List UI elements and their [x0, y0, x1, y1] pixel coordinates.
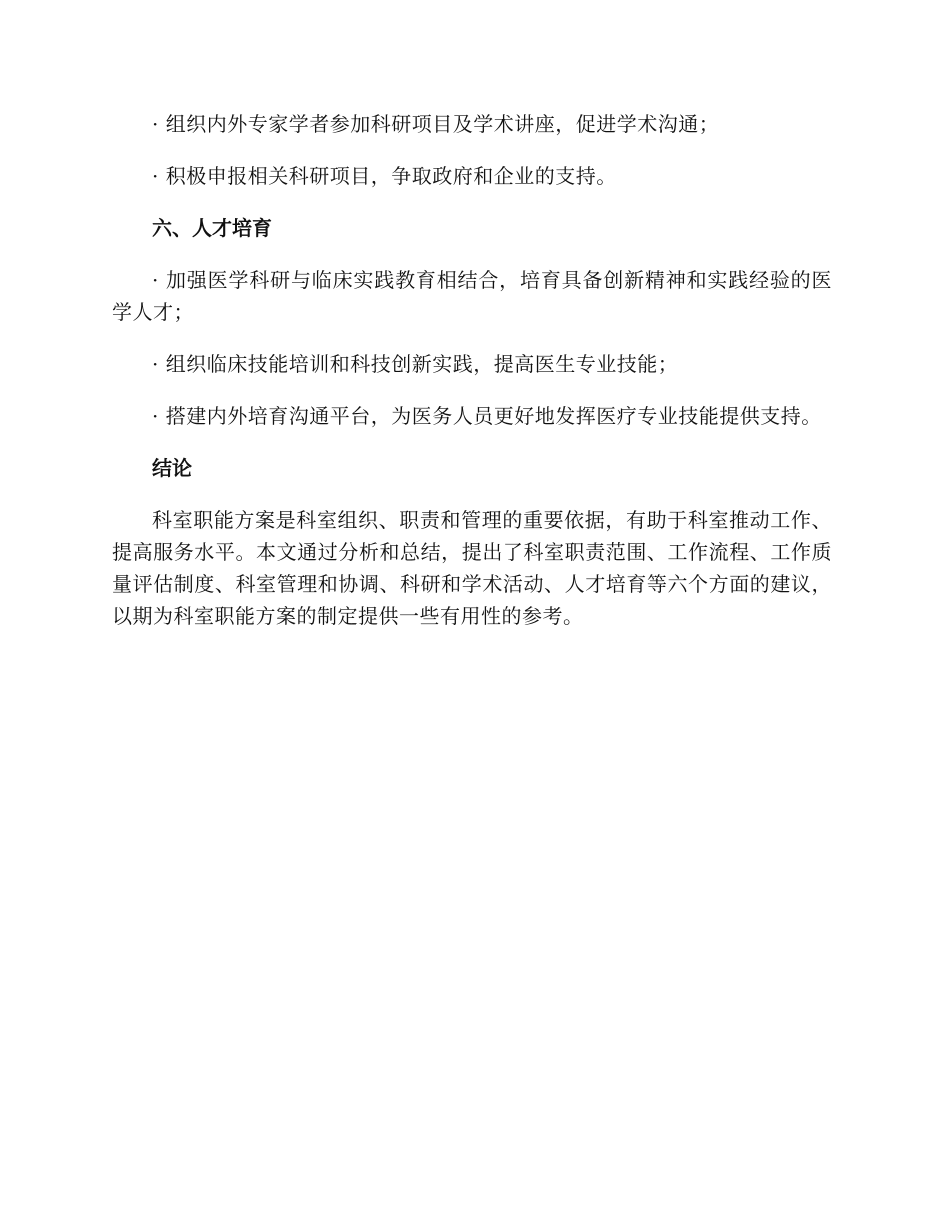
conclusion-paragraph: 科室职能方案是科室组织、职责和管理的重要依据，有助于科室推动工作、提高服务水平。本文通过分析和总结，提出了科室职责范围、工作流程、工作质量评估制度、科室管理和协调、科研和学术活动、人才培育等六个方面的建议，以期为科室职能方案的制定提供一些有用性的参考。 [112, 508, 832, 628]
bullet-medical-talent: · 加强医学科研与临床实践教育相结合，培育具备创新精神和实践经验的医学人才； [112, 268, 832, 324]
section-heading-conclusion: 结论 [152, 456, 192, 480]
bullet-research-applications: · 积极申报相关科研项目，争取政府和企业的支持。 [152, 164, 617, 188]
bullet-clinical-skills: · 组织临床技能培训和科技创新实践，提高医生专业技能； [152, 352, 679, 376]
bullet-academic-lectures: · 组织内外专家学者参加科研项目及学术讲座，促进学术沟通； [152, 112, 720, 136]
bullet-communication-platform: · 搭建内外培育沟通平台，为医务人员更好地发挥医疗专业技能提供支持。 [152, 404, 822, 428]
section-heading-talent-training: 六、人才培育 [152, 216, 272, 240]
document-page [112, 108, 832, 632]
